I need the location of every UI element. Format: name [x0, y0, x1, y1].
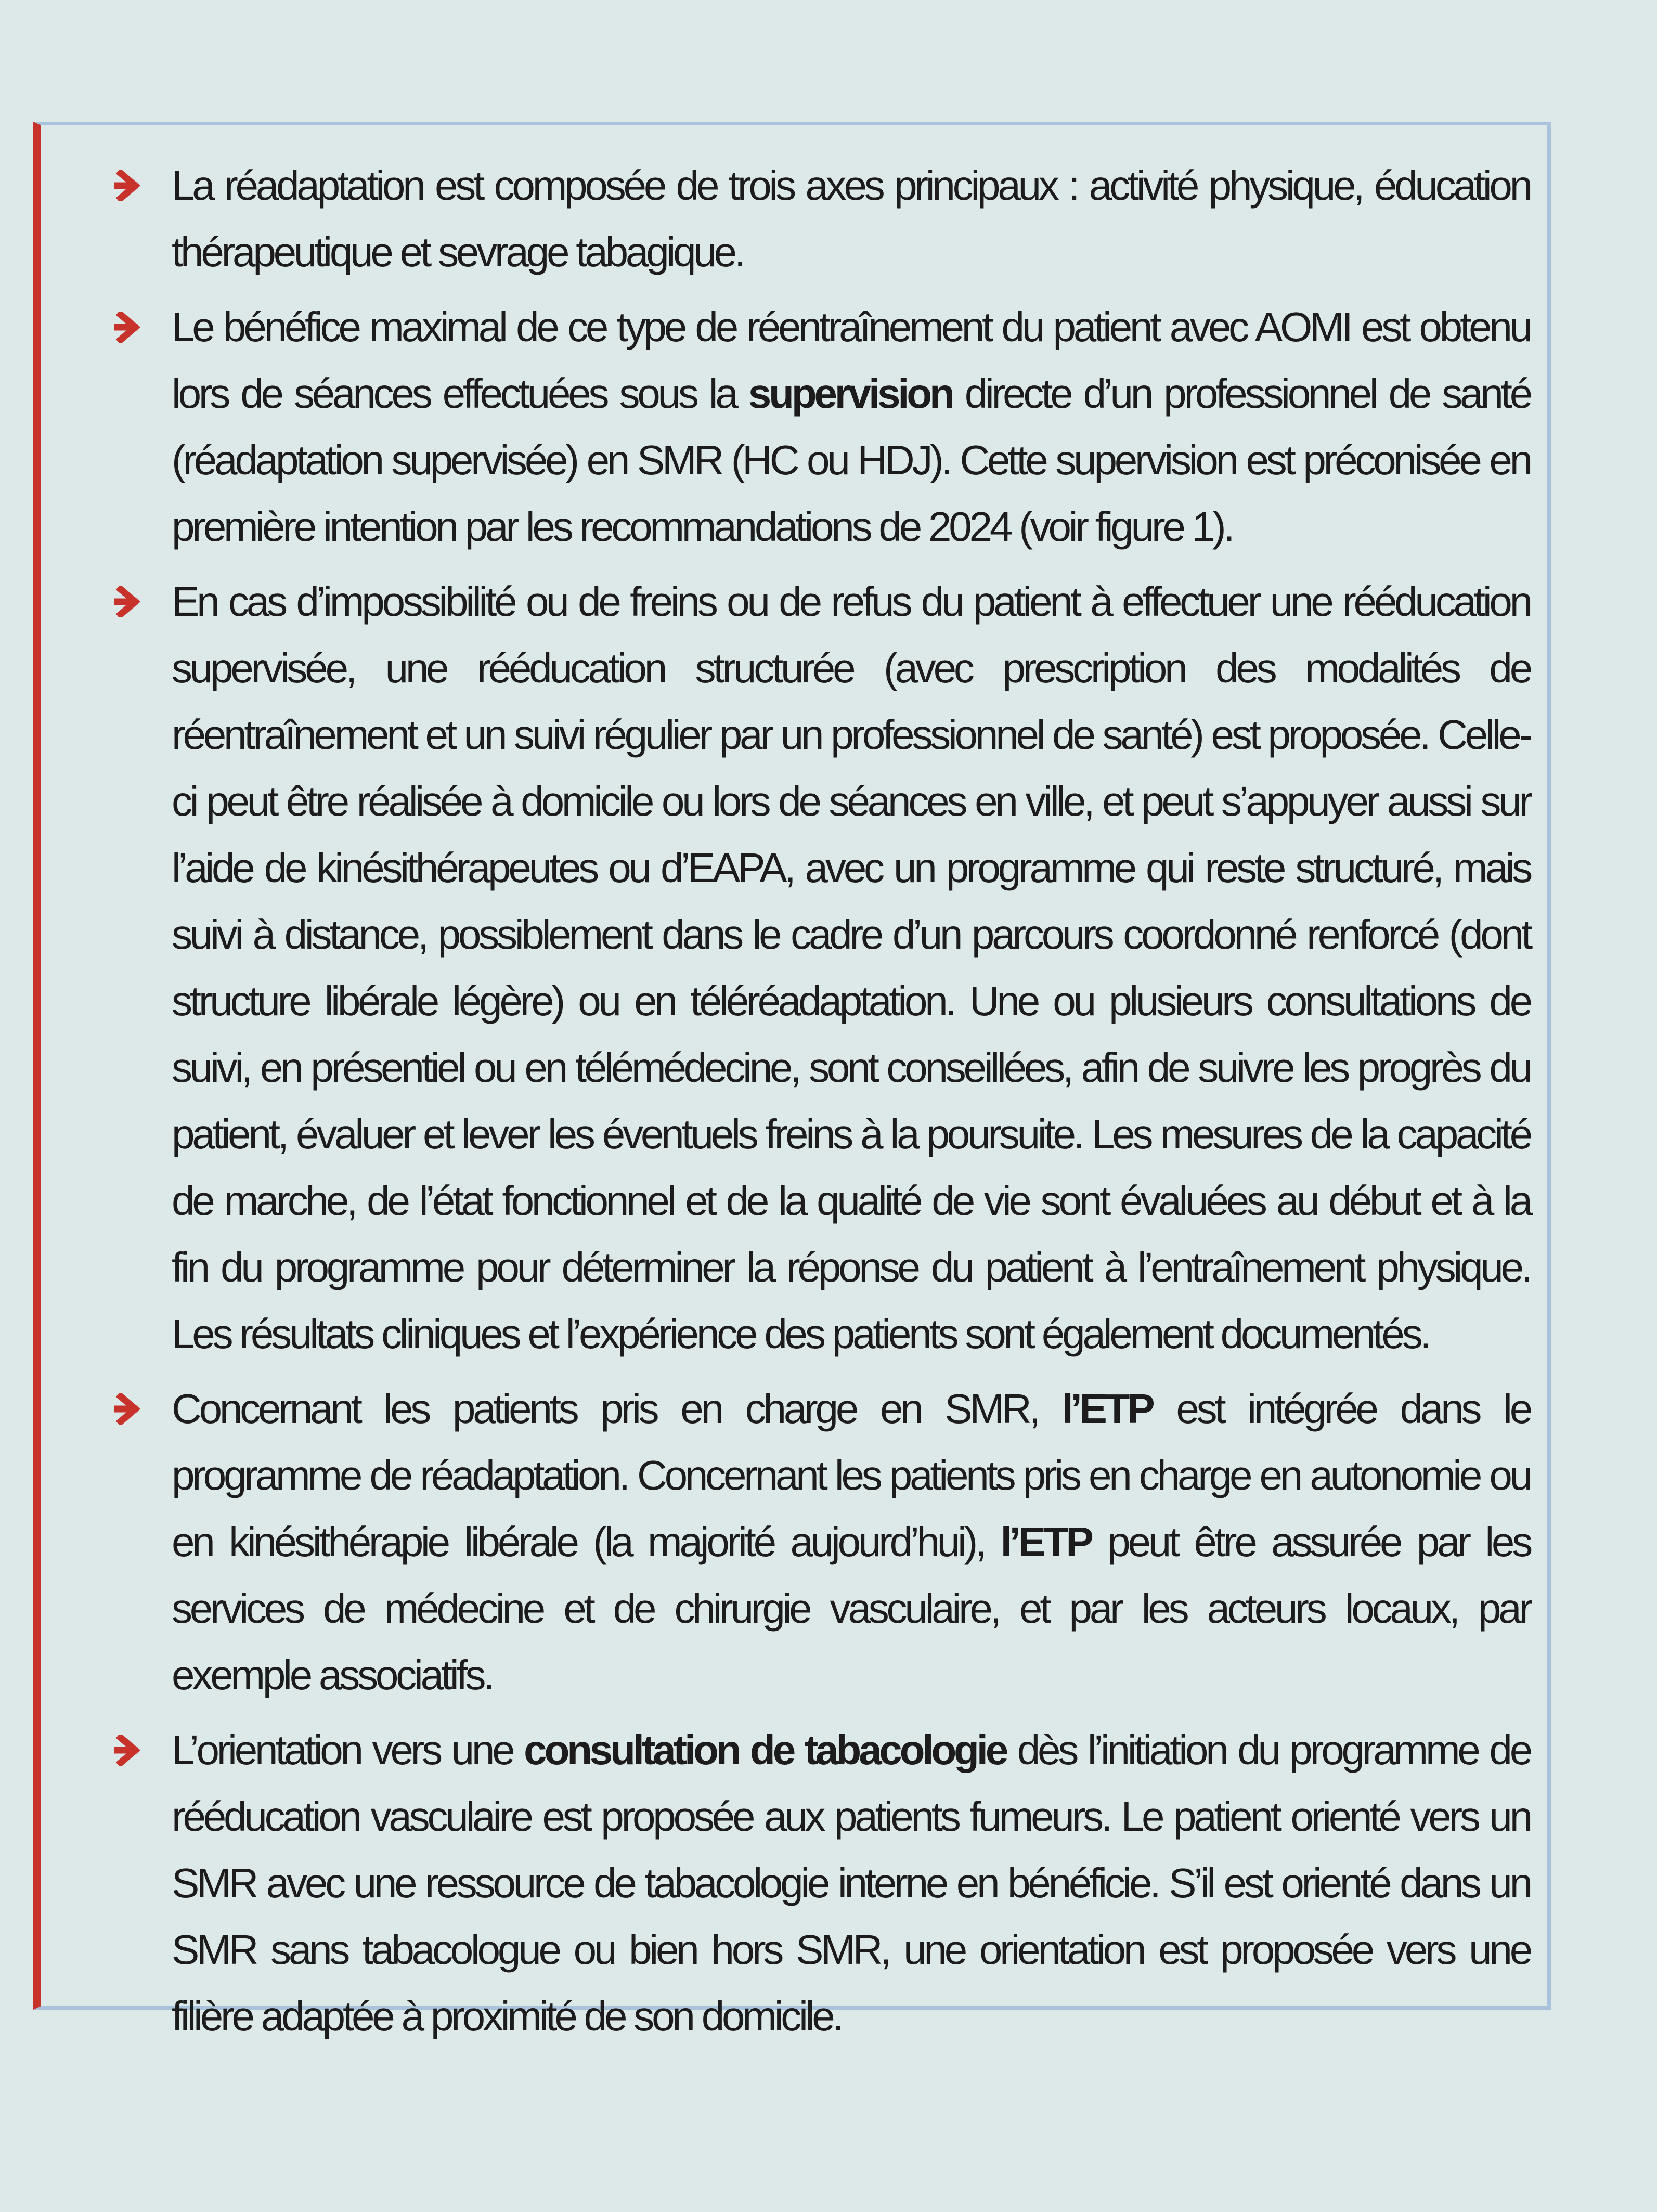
item-text: peut être assurée par les services de médecine et de chirurgie vasculaire, et par les acteurs locaux, par exemple associatifs.: [172, 1519, 1530, 1698]
bullet-list: [172, 152, 1530, 2058]
item-text: En cas d’impossibilité ou de freins ou de refus du patient à effectuer une rééducation supervisée, une rééducation structurée (avec prescription des modalités de réentraînement et un suivi régulier par un professionnel de santé) est proposée. Celle-ci peut être réalisée à domicile ou lors de séances en ville, et peut s’appuyer aussi sur l’aide de kinésithérapeutes ou d’EAPA, avec un programme qui reste structuré, mais suivi à distance, possiblement dans le cadre d’un parcours coordonné renforcé (dont structure libérale légère) ou en téléréadaptation. Une ou plusieurs consultations de suivi, en présentiel ou en télémédecine, sont conseillées, afin de suivre les progrès du patient, évaluer et lever les éventuels freins à la poursuite. Les mesures de la capacité de marche, de l’état fonctionnel et de la qualité de vie sont évaluées au début et à la fin du programme pour déterminer la réponse du patient à l’entraînement physique. Les résultats cliniques et l’expérience des patients sont également documentés.: [172, 578, 1530, 1357]
list-item: [172, 568, 1530, 1367]
emphasis-tabacologie: consultation de tabacologie: [524, 1727, 1006, 1773]
info-box: [33, 122, 1551, 2039]
right-arrow-icon: [114, 170, 148, 201]
list-item: [172, 152, 1530, 286]
item-text: L’orientation vers une: [172, 1727, 524, 1773]
right-arrow-icon: [114, 1393, 148, 1425]
right-arrow-icon: [114, 1735, 148, 1766]
item-text: Le bénéfice maximal de ce type de réentraînement du patient avec AOMI est obtenu lors de séances effectuées sous la: [172, 304, 1530, 417]
emphasis-etp: l’ETP: [1000, 1519, 1091, 1565]
list-item: [172, 1376, 1530, 1709]
item-text: La réadaptation est composée de trois axes principaux : activité physique, éducation thérapeutique et sevrage tabagique.: [172, 162, 1530, 275]
right-arrow-icon: [114, 312, 148, 343]
item-text: Concernant les patients pris en charge en SMR,: [172, 1386, 1062, 1432]
emphasis-supervision: supervision: [748, 370, 952, 417]
right-arrow-icon: [114, 586, 148, 617]
list-item: [172, 294, 1530, 560]
list-item: [172, 1717, 1530, 2050]
emphasis-etp: l’ETP: [1061, 1386, 1153, 1432]
item-text: est intégrée dans le programme de réadaptation. Concernant les patients pris en charge en autonomie ou en kinésithérapie libérale (la majorité aujourd’hui),: [172, 1386, 1530, 1565]
item-text: dès l’initiation du programme de rééducation vasculaire est proposée aux patients fumeurs. Le patient orienté vers un SMR avec une ressource de tabacologie interne en bénéficie. S’il est orienté dans un SMR sans tabacologue ou bien hors SMR, une orientation est proposée vers une filière adaptée à proximité de son domicile.: [172, 1727, 1530, 2039]
item-text: directe d’un professionnel de santé (réadaptation supervisée) en SMR (HC ou HDJ). Cette supervision est préconisée en première intention par les recommandations de 2024 (voir figure 1).: [172, 370, 1530, 550]
